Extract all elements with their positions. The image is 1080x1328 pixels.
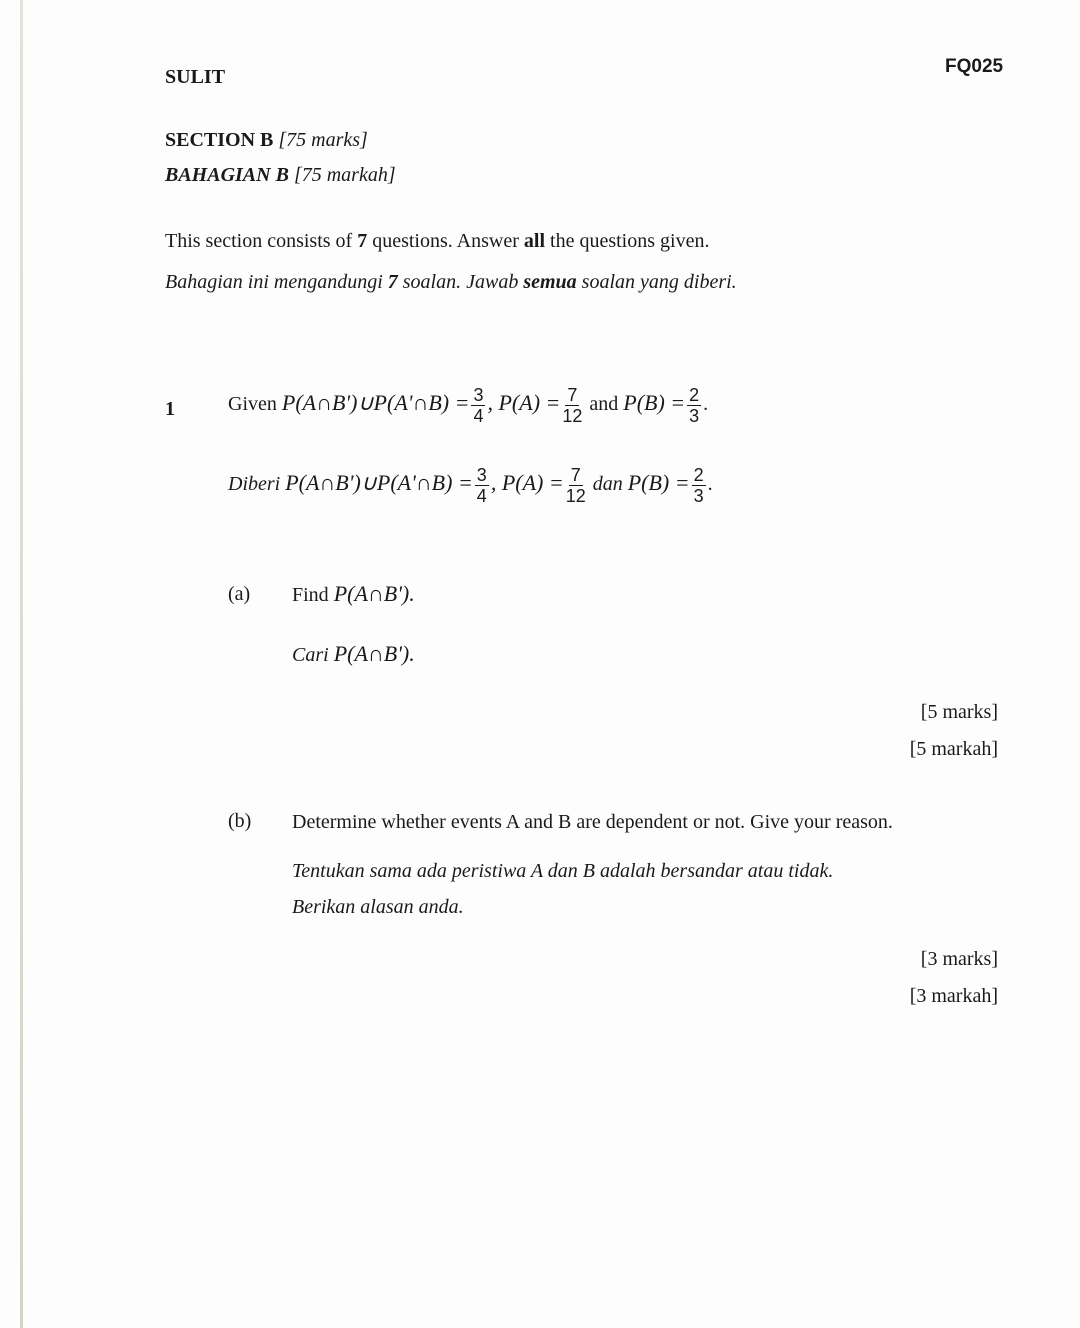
section-title-ms bbox=[165, 164, 396, 187]
section-title-bold: SECTION B bbox=[165, 129, 274, 151]
part-a-label: (a) bbox=[228, 583, 251, 605]
part-a-en: Find P(A∩B'). bbox=[292, 581, 415, 606]
part-b-marks-ms: [3 markah] bbox=[909, 985, 998, 1007]
section-title-ms-bold: BAHAGIAN B bbox=[165, 164, 289, 186]
part-b-ms-2: Berikan alasan anda. bbox=[292, 896, 464, 918]
part-b-marks-en: [3 marks] bbox=[920, 948, 998, 970]
part-b-label: (b) bbox=[228, 810, 252, 832]
section-title bbox=[165, 129, 368, 152]
classification-label: SULIT bbox=[165, 66, 226, 88]
part-a-ms: Cari P(A∩B'). bbox=[292, 641, 415, 666]
instructions-en: This section consists of 7 questions. Answer all the questions given. bbox=[165, 230, 710, 252]
page-edge bbox=[20, 0, 23, 1328]
course-code: FQ025 bbox=[945, 56, 1004, 77]
question-number: 1 bbox=[165, 398, 175, 420]
question1-given-ms: Diberi P(A∩B')∪P(A'∩B) = $\frac{3}{4}$ , P(A) = $\frac{7}{12}$ dan P(B) = $\frac{2}{3}$ . bbox=[228, 465, 713, 506]
part-a-marks-en: [5 marks] bbox=[920, 701, 998, 723]
part-a-marks-ms: [5 markah] bbox=[909, 738, 998, 760]
section-marks: [75 marks] bbox=[278, 129, 368, 151]
question1-given-en: Given P(A∩B')∪P(A'∩B) = $\frac{3}{4}$ , P(A) = $\frac{7}{12}$ and P(B) = $\frac{2}{3}$ . bbox=[228, 385, 709, 426]
part-b-ms-1: Tentukan sama ada peristiwa A dan B adalah bersandar atau tidak. bbox=[292, 860, 834, 882]
instructions-ms: Bahagian ini mengandungi 7 soalan. Jawab semua soalan yang diberi. bbox=[165, 271, 737, 293]
section-marks-ms: [75 markah] bbox=[293, 164, 396, 186]
part-b-en: Determine whether events A and B are dependent or not. Give your reason. bbox=[292, 811, 893, 833]
